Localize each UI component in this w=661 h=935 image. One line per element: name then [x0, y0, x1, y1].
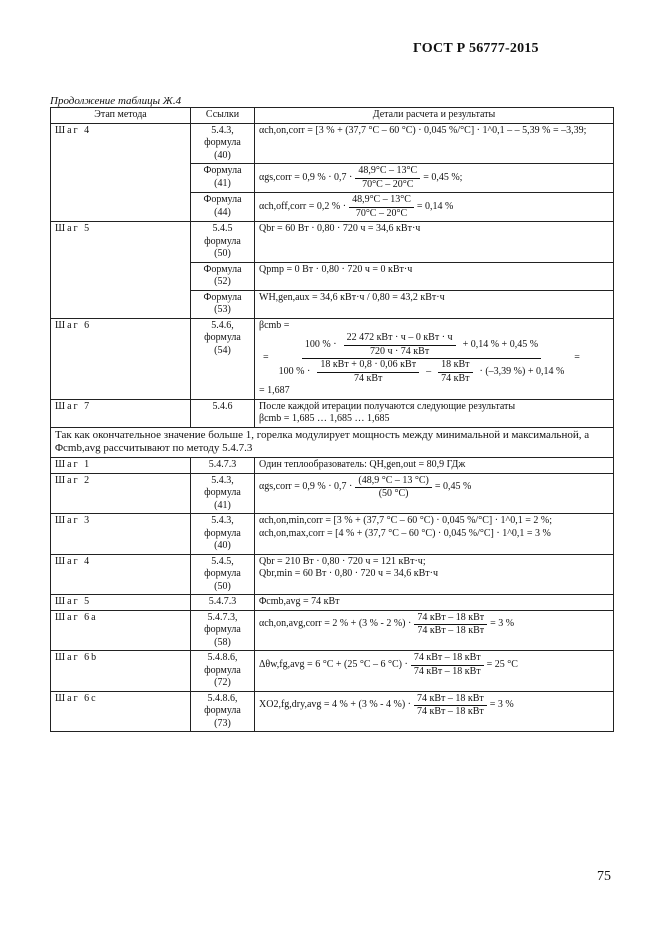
- fraction: [438, 359, 472, 385]
- stage-cell: Шаг 4: [51, 554, 191, 595]
- formula-lhs: αch,off,corr = 0,2 % ·: [259, 200, 347, 212]
- fraction-numerator: 18 кВт + 0,8 · 0,06 кВт: [317, 359, 419, 373]
- formula-lhs: αgs,corr = 0,9 % · 0,7 ·: [259, 481, 353, 493]
- equals-sign: =: [263, 352, 269, 364]
- denominator-suffix: · (–3,39 %) + 0,14 %: [479, 365, 565, 377]
- formula-rhs: = 3 %: [490, 618, 515, 630]
- reference-cell: Формула (44): [191, 193, 255, 222]
- beta-result: = 1,687: [259, 385, 290, 396]
- reference-cell: 5.4.7.3: [191, 458, 255, 474]
- table-row: [51, 610, 614, 651]
- fraction-denominator: 720 ч · 74 кВт: [369, 345, 430, 357]
- detail-line: После каждой итерации получаются следующие результаты: [259, 400, 516, 412]
- stage-cell: Шаг 5: [51, 222, 191, 319]
- detail-line: αch,on,min,corr = [3 % + (37,7 °C – 60 °C) · 0,045 %/°C] · 1^0,1 = 2 %;: [259, 515, 552, 526]
- table-row: [51, 514, 614, 555]
- formula-lhs: Δθw,fg,avg = 6 °C + (25 °C – 6 °C) ·: [259, 658, 408, 670]
- fraction: [317, 359, 419, 385]
- fraction-numerator: (48,9 °C – 13 °C): [355, 475, 432, 489]
- reference-cell: 5.4.6: [191, 399, 255, 427]
- standard-header: ГОСТ Р 56777-2015: [413, 41, 539, 56]
- reference-cell: 5.4.5 формула (50): [191, 222, 255, 263]
- note-cell: Так как окончательное значение больше 1, горелка модулирует мощность между минимальной и максимальной, а Φcmb,avg рассчитывают по методу 5.4.7.3: [51, 427, 614, 458]
- detail-cell: Qpmp = 0 Вт · 0,80 · 720 ч = 0 кВт·ч: [255, 262, 614, 290]
- numerator-prefix: 100 % ·: [304, 338, 337, 350]
- big-fraction: [276, 332, 568, 385]
- stage-cell: Шаг 5: [51, 595, 191, 611]
- numerator-suffix: + 0,14 % + 0,45 %: [462, 338, 539, 350]
- big-fraction-denominator: [276, 359, 568, 385]
- fraction: [411, 652, 484, 678]
- detail-cell: [255, 399, 614, 427]
- detail-cell: [255, 318, 614, 399]
- stage-cell: Шаг 4: [51, 123, 191, 222]
- reference-cell: Формула (53): [191, 290, 255, 318]
- detail-cell: [255, 691, 614, 732]
- stage-cell: Шаг 7: [51, 399, 191, 427]
- table-row: [51, 473, 614, 514]
- table-row: [51, 318, 614, 399]
- detail-cell: Φcmb,avg = 74 кВт: [255, 595, 614, 611]
- reference-cell: Формула (52): [191, 262, 255, 290]
- detail-cell: [255, 193, 614, 222]
- fraction: [355, 475, 432, 501]
- fraction: [414, 693, 487, 719]
- detail-cell: WH,gen,aux = 34,6 кВт·ч / 0,80 = 43,2 кВт·ч: [255, 290, 614, 318]
- formula-lhs: αch,on,avg,corr = 2 % + (3 % - 2 %) ·: [259, 618, 412, 630]
- stage-cell: Шаг 6a: [51, 610, 191, 651]
- table-caption: Продолжение таблицы Ж.4: [50, 95, 182, 107]
- stage-cell: Шаг 3: [51, 514, 191, 555]
- stage-cell: Шаг 1: [51, 458, 191, 474]
- detail-cell: [255, 514, 614, 555]
- detail-cell: Qbr = 60 Вт · 0,80 · 720 ч = 34,6 кВт·ч: [255, 222, 614, 263]
- formula: [259, 475, 609, 501]
- formula: [259, 652, 609, 678]
- fraction-denominator: 70°C – 20°C: [355, 207, 408, 219]
- reference-cell: 5.4.7.3: [191, 595, 255, 611]
- detail-line: Qbr,min = 60 Вт · 0,80 · 720 ч = 34,6 кВт·ч: [259, 568, 438, 579]
- formula-rhs: = 3 %: [489, 699, 514, 711]
- denominator-prefix: 100 % ·: [278, 365, 311, 377]
- fraction-numerator: 74 кВт – 18 кВт: [411, 652, 484, 666]
- table-row: [51, 123, 614, 164]
- detail-cell: [255, 554, 614, 595]
- big-fraction-numerator: [302, 332, 541, 359]
- formula-rhs: = 0,45 %;: [423, 171, 463, 183]
- table-row: [51, 554, 614, 595]
- column-header-refs: Ссылки: [191, 108, 255, 124]
- table-header-row: [51, 108, 614, 124]
- reference-cell: 5.4.8.6, формула (72): [191, 651, 255, 692]
- detail-cell: [255, 473, 614, 514]
- stage-cell: Шаг 6b: [51, 651, 191, 692]
- table-row: [51, 651, 614, 692]
- fraction-denominator: 74 кВт – 18 кВт: [417, 625, 485, 636]
- fraction-numerator: 18 кВт: [438, 359, 472, 373]
- fraction-denominator: 74 кВт – 18 кВт: [416, 706, 484, 717]
- reference-cell: 5.4.7.3, формула (58): [191, 610, 255, 651]
- fraction-denominator: 74 кВт: [354, 372, 383, 384]
- fraction: [349, 194, 414, 220]
- column-header-stage: Этап метода: [51, 108, 191, 124]
- formula-rhs: = 0,14 %: [416, 200, 454, 212]
- page-number: 75: [597, 869, 611, 884]
- fraction: [344, 332, 456, 358]
- fraction-numerator: 48,9°C – 13°C: [349, 194, 414, 208]
- table-row: [51, 691, 614, 732]
- fraction-denominator: 70°C – 20°C: [362, 178, 414, 190]
- fraction-denominator: 74 кВт – 18 кВт: [413, 665, 481, 677]
- detail-line: βcmb = 1,685 … 1,685 … 1,685: [259, 413, 390, 424]
- detail-cell: αch,on,corr = [3 % + (37,7 °C – 60 °C) · 0,045 %/°C] · 1^0,1 – – 5,39 % = –3,39;: [255, 123, 614, 164]
- fraction: [414, 612, 487, 638]
- fraction: [355, 165, 420, 191]
- reference-cell: 5.4.3, формула (41): [191, 473, 255, 514]
- formula-rhs: = 0,45 %: [434, 481, 472, 493]
- formula: [259, 165, 609, 191]
- table-row: [51, 222, 614, 263]
- denominator-line: [279, 359, 565, 385]
- fraction-numerator: 48,9°C – 13°C: [355, 165, 420, 179]
- reference-cell: 5.4.8.6, формула (73): [191, 691, 255, 732]
- formula: [259, 194, 609, 220]
- fraction-numerator: 74 кВт – 18 кВт: [414, 693, 487, 707]
- minus-sign: –: [426, 365, 432, 377]
- column-header-details: Детали расчета и результаты: [255, 108, 614, 124]
- fraction-numerator: 22 472 кВт · ч – 0 кВт · ч: [344, 332, 456, 346]
- reference-cell: 5.4.3, формула (40): [191, 514, 255, 555]
- stage-cell: Шаг 6c: [51, 691, 191, 732]
- detail-line: αch,on,max,corr = [4 % + (37,7 °C – 60 °C) · 0,045 %/°C] · 1^0,1 = 3 %: [259, 527, 551, 539]
- numerator-line: [305, 332, 538, 358]
- reference-cell: Формула (41): [191, 164, 255, 193]
- equals-sign: =: [574, 352, 580, 364]
- detail-cell: Один теплообразователь: QH,gen,out = 80,9 ГДж: [255, 458, 614, 474]
- formula-rhs: = 25 °C: [486, 658, 518, 670]
- fraction-denominator: 74 кВт: [441, 372, 470, 384]
- calculation-table: [50, 107, 614, 732]
- fraction-numerator: 74 кВт – 18 кВт: [414, 612, 487, 626]
- reference-cell: 5.4.5, формула (50): [191, 554, 255, 595]
- detail-cell: [255, 164, 614, 193]
- fraction-denominator: (50 °C): [378, 488, 409, 499]
- table-row: [51, 595, 614, 611]
- detail-line: Qbr = 210 Вт · 0,80 · 720 ч = 121 кВт·ч;: [259, 555, 426, 567]
- reference-cell: 5.4.3, формула (40): [191, 123, 255, 164]
- detail-cell: [255, 610, 614, 651]
- stage-cell: Шаг 6: [51, 318, 191, 399]
- formula-lhs: αgs,corr = 0,9 % · 0,7 ·: [259, 171, 353, 183]
- beta-label: βcmb =: [259, 319, 290, 331]
- table-row: [51, 399, 614, 427]
- formula: [259, 612, 609, 638]
- reference-cell: 5.4.6, формула (54): [191, 318, 255, 399]
- formula: [259, 693, 609, 719]
- beta-formula: [259, 332, 609, 385]
- stage-cell: Шаг 2: [51, 473, 191, 514]
- table-row: [51, 458, 614, 474]
- formula-lhs: XO2,fg,dry,avg = 4 % + (3 % - 4 %) ·: [259, 699, 411, 711]
- detail-cell: [255, 651, 614, 692]
- table-row: [51, 427, 614, 458]
